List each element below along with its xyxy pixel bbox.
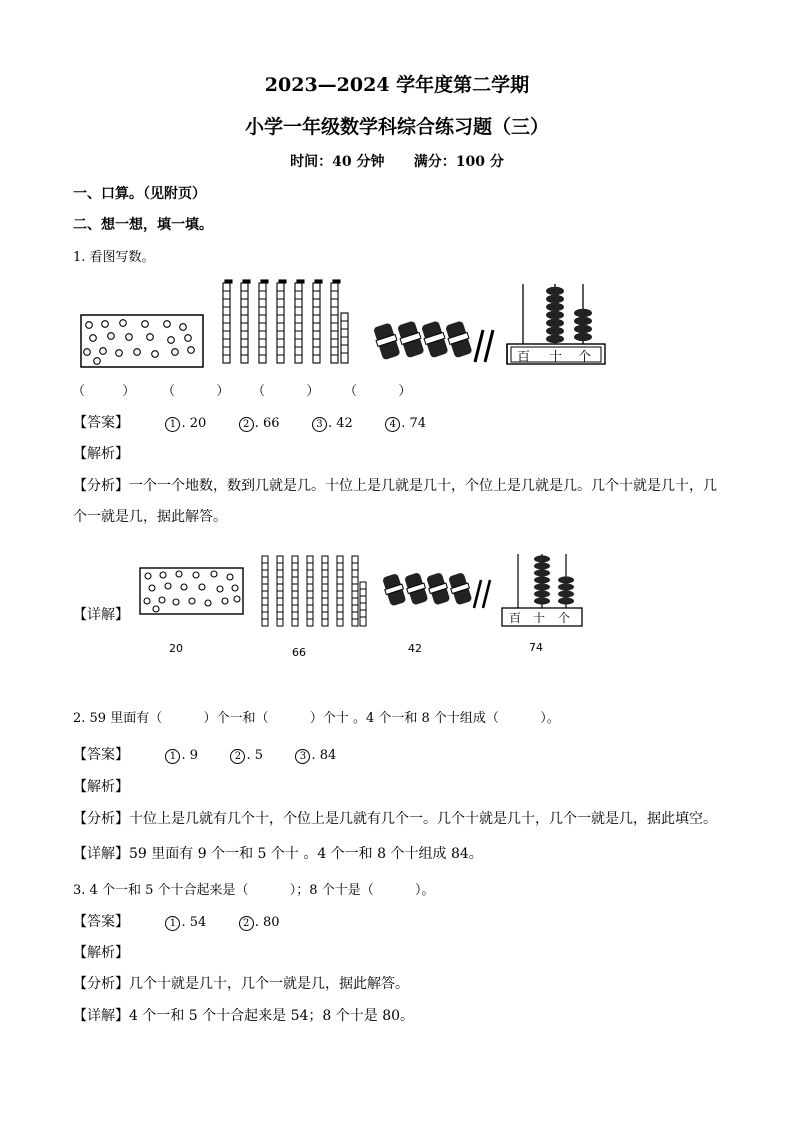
detail-value-3: 42 (408, 642, 422, 655)
answer-value: . 66 (254, 416, 280, 431)
q1-figures (75, 280, 615, 380)
answer-item (230, 747, 263, 764)
q1-answer (73, 412, 454, 432)
answer-item (239, 415, 280, 432)
abacus-label-shi: 十 (549, 350, 563, 365)
answer-value: . 80 (254, 915, 280, 930)
q3-jiexi: 【解析】 (73, 945, 129, 961)
q3-detail: 【详解】4 个一和 5 个十合起来是 54；8 个十是 80。 (73, 1008, 415, 1024)
q2-answer (73, 744, 364, 764)
circled-number: 1 (165, 749, 180, 764)
answer-tag: 【答案】 (73, 415, 129, 431)
answer-value: . 74 (401, 416, 427, 431)
circled-number: 2 (239, 916, 254, 931)
answer-item (295, 747, 336, 764)
detail-value-2: 66 (292, 646, 306, 659)
detail-abacus-label-shi: 十 (533, 611, 546, 625)
section-1-heading: 一、口算。（见附页） (73, 186, 206, 202)
q1-analysis-line1: 【分析】一个一个地数，数到几就是几。十位上是几就是几十，个位上是几就是几。几个十就是几十，几 (73, 478, 717, 494)
answer-item (312, 415, 353, 432)
detail-value-1: 20 (169, 642, 183, 655)
q1-blank-1[interactable]: （ ） (72, 384, 136, 399)
answer-tag: 【答案】 (73, 747, 129, 763)
detail-abacus-label-bai: 百 (509, 611, 522, 625)
exam-subtitle: 时间：40 分钟 满分：100 分 (290, 154, 504, 170)
q1-blank-4[interactable]: （ ） (344, 384, 412, 399)
abacus-label-bai: 百 (517, 350, 531, 365)
circled-number: 4 (385, 417, 400, 432)
exam-title-year: 2023—2024 学年度第二学期 (264, 74, 530, 96)
answer-value: . 9 (181, 748, 198, 763)
q1-blank-2[interactable]: （ ） (162, 384, 230, 399)
answer-item (165, 747, 198, 764)
answer-value: . 84 (311, 748, 337, 763)
answer-tag: 【答案】 (73, 914, 129, 930)
q2-analysis: 【分析】十位上是几就有几个十，个位上是几就有几个一。几个十就是几十，几个一就是几，据此填空。 (73, 811, 717, 827)
q1-analysis-line2: 个一就是几，据此解答。 (73, 509, 227, 525)
q1-jiexi: 【解析】 (73, 446, 129, 462)
q2-stem: 2. 59 里面有（ ）个一和（ ）个十 。4 个一和 8 个十组成（ ）。 (73, 711, 560, 726)
abacus-label-ge: 个 (578, 350, 592, 365)
answer-item (385, 415, 426, 432)
circled-number: 1 (165, 916, 180, 931)
exam-title: 小学一年级数学科综合练习题（三） (244, 116, 549, 138)
circled-number: 2 (239, 417, 254, 432)
q1-blank-3[interactable]: （ ） (252, 384, 320, 399)
q1-detail-tag: 【详解】 (73, 607, 129, 623)
detail-value-4: 74 (529, 641, 543, 654)
q1-stem: 1. 看图写数。 (73, 250, 155, 265)
answer-value: . 42 (327, 416, 353, 431)
q3-analysis: 【分析】几个十就是几十，几个一就是几，据此解答。 (73, 976, 409, 992)
circled-number: 2 (230, 749, 245, 764)
section-2-heading: 二、想一想，填一填。 (73, 217, 213, 233)
q3-stem: 3. 4 个一和 5 个十合起来是（ ）；8 个十是（ ）。 (73, 883, 435, 898)
answer-value: . 20 (181, 416, 207, 431)
q2-jiexi: 【解析】 (73, 779, 129, 795)
answer-item (165, 914, 206, 931)
circled-number: 1 (165, 417, 180, 432)
answer-item (165, 415, 206, 432)
answer-value: . 5 (246, 748, 263, 763)
circled-number: 3 (312, 417, 327, 432)
answer-value: . 54 (181, 915, 207, 930)
stick-bundles-figure (372, 320, 493, 362)
detail-abacus-label-ge: 个 (558, 611, 571, 625)
q2-detail: 【详解】59 里面有 9 个一和 5 个十 。4 个一和 8 个十组成 84。 (73, 846, 483, 862)
dots-box-figure (81, 315, 203, 367)
ten-rods-figure (223, 280, 348, 363)
circled-number: 3 (295, 749, 310, 764)
q3-answer (73, 911, 308, 931)
answer-item (239, 914, 280, 931)
